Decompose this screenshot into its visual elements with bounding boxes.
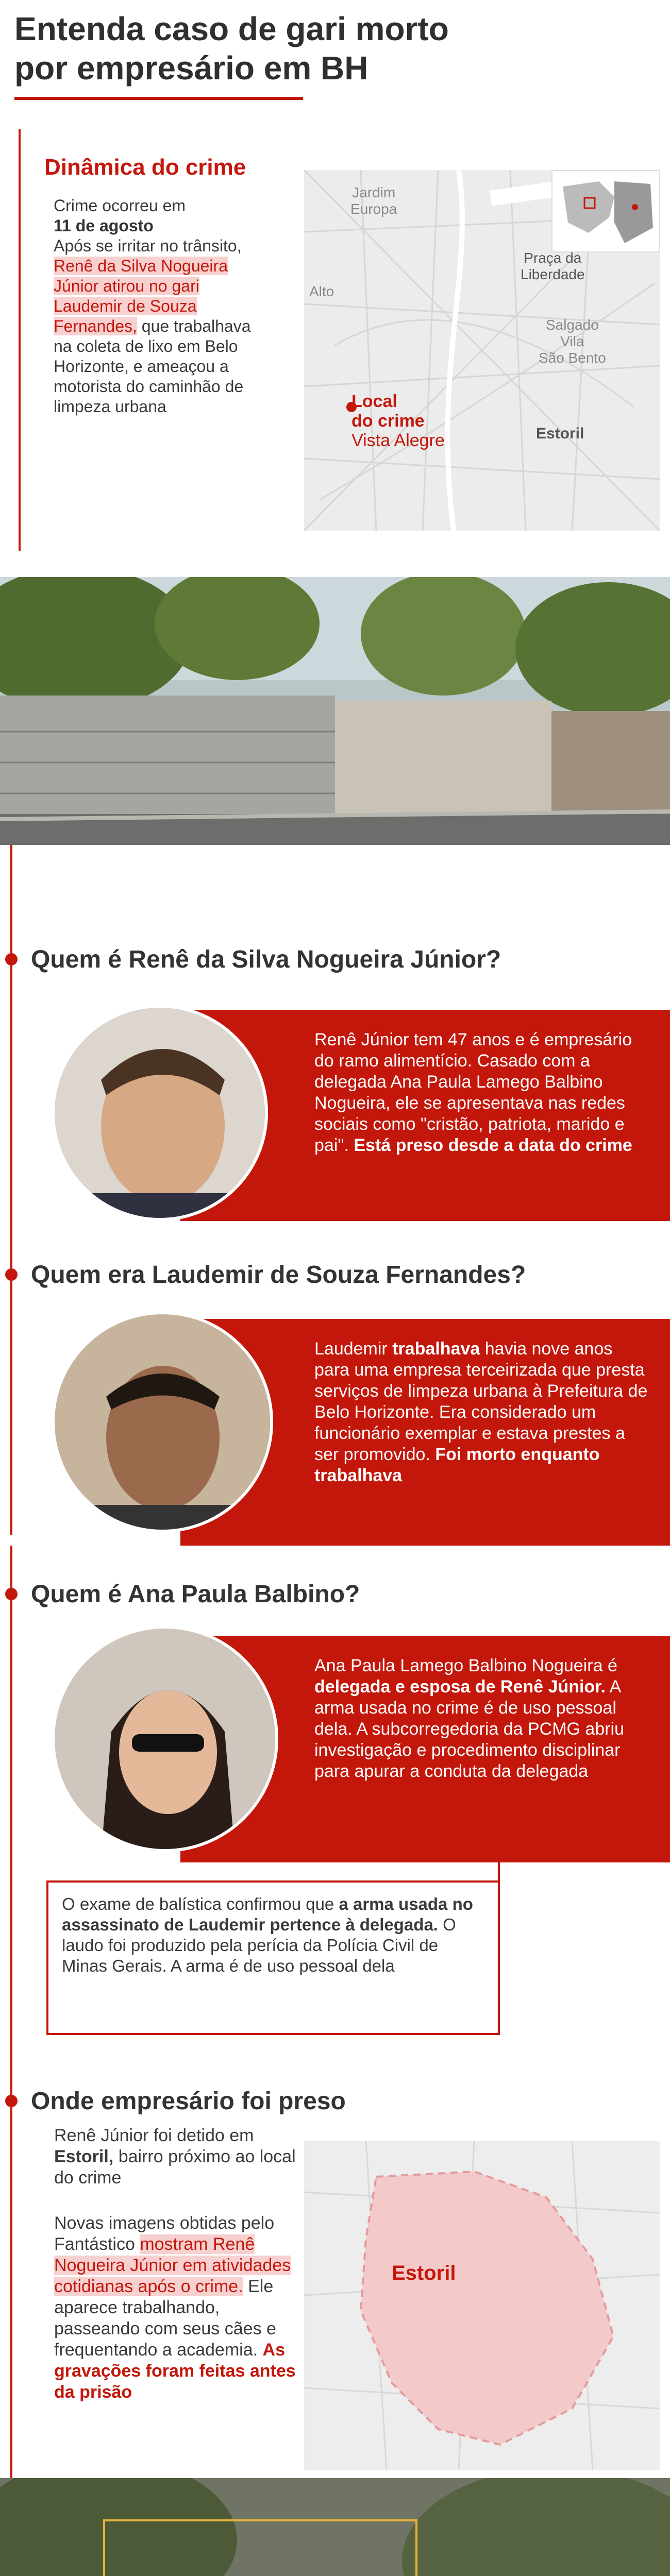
map-label-local-3: Vista Alegre: [351, 431, 445, 450]
laudemir-bold: Foi morto enquanto trabalhava: [314, 1445, 600, 1485]
rene-title: Quem é Renê da Silva Nogueira Júnior?: [31, 946, 501, 973]
laudemir-portrait-illustration: [55, 1314, 273, 1533]
rene-text: Renê Júnior tem 47 anos e é empresário do ramo alimentício. Casado com a delegada Ana Paula Lamego Balbino Nogueira, ele se apresentava nas redes sociais como "cristão, patriota, marido e pai".: [314, 1030, 632, 1155]
preso-p2-post: Ele aparece trabalhando, passeando com seus cães e frequentando a academia.: [54, 2277, 276, 2360]
title-line-1: Entenda caso de gari morto: [14, 10, 449, 47]
preso-p2-pre: Novas imagens obtidas pelo Fantástico: [54, 2213, 275, 2254]
laudemir-rule: [10, 1236, 12, 1535]
ballistics-connector: [498, 1862, 500, 1883]
rene-rule: [10, 845, 12, 1236]
preso-p2-highlight: mostram Renê Nogueira Júnior em atividades cotidianas após o crime.: [54, 2234, 291, 2296]
ana-title: Quem é Ana Paula Balbino?: [31, 1581, 360, 1608]
rene-bold: Está preso desde a data do crime: [354, 1136, 632, 1155]
laudemir-text-post: havia nove anos para uma empresa terceirizada que presta serviços de limpeza urbana à Prefeitura de Belo Horizonte. Era considerado um funcionário exemplar e estava prestes a ser promovido.: [314, 1339, 648, 1464]
map-label-praca-2: Liberdade: [521, 266, 585, 282]
dinamica-p2-highlight: Renê da Silva Nogueira Júnior atirou no gari Laudemir de Souza Fernandes,: [54, 257, 228, 335]
crime-map: [304, 170, 660, 531]
laudemir-text-bold: trabalhava: [392, 1339, 480, 1359]
ana-bullet: [5, 1588, 18, 1600]
preso-p2-bold: As gravações foram feitas antes da prisão: [54, 2340, 296, 2402]
ana-portrait-illustration: [55, 1629, 278, 1852]
map-label-local-2: do crime: [351, 411, 425, 431]
preso-bullet: [5, 2095, 18, 2107]
laudemir-photo: [52, 1311, 273, 1533]
map-label-salgado-2: Vila: [560, 333, 584, 349]
dinamica-rule: [19, 129, 21, 551]
arrest-map-shape: [304, 2141, 660, 2470]
map-label-jardim-2: Europa: [350, 201, 397, 217]
page-title: [14, 9, 449, 88]
street-photo: [0, 577, 670, 845]
title-line-2: por empresário em BH: [14, 49, 368, 87]
map-label-salgado-1: Salgado: [546, 317, 599, 333]
dinamica-p3: que trabalhava na coleta de lixo em Belo Horizonte, e ameaçou a motorista do caminhão de limpeza urbana: [54, 317, 251, 416]
dinamica-text: [54, 196, 260, 417]
map-label-salgado-3: São Bento: [539, 350, 606, 366]
state-outline-icon: [552, 171, 659, 251]
title-underline: [14, 97, 303, 100]
street-photo-illustration: [0, 577, 670, 845]
dinamica-p2: Após se irritar no trânsito,: [54, 236, 242, 255]
ana-photo: [52, 1625, 278, 1852]
preso-p1: [54, 2125, 296, 2189]
laudemir-title: Quem era Laudemir de Souza Fernandes?: [31, 1261, 526, 1289]
ana-rule: [10, 1546, 12, 2035]
ana-text-bold: delegada e esposa de Renê Júnior.: [314, 1677, 606, 1697]
cctv-focus-frame: [103, 2519, 417, 2576]
rene-portrait-illustration: [55, 1008, 268, 1221]
map-label-jardim: [350, 184, 397, 217]
arrest-map-label: Estoril: [392, 2262, 456, 2284]
ballistics-bold: a arma usada no assassinato de Laudemir pertence à delegada.: [62, 1894, 473, 1934]
rene-photo: [52, 1005, 268, 1221]
map-label-estoril: Estoril: [536, 425, 584, 442]
dinamica-date: 11 de agosto: [54, 216, 154, 235]
laudemir-bullet: [5, 1268, 18, 1281]
ballistics-note: [46, 1880, 500, 2035]
rene-bullet: [5, 953, 18, 965]
map-label-praca-1: Praça da: [524, 250, 582, 266]
dinamica-title: Dinâmica do crime: [44, 155, 246, 180]
map-label-praca: [521, 250, 585, 283]
arrest-map: [304, 2141, 660, 2470]
ana-text-post: A arma usada no crime é de uso pessoal dela. A subcorregedoria da PCMG abriu investigação e procedimento disciplinar para apurar a conduta da delegada: [314, 1677, 625, 1781]
preso-p1-post: bairro próximo ao local do crime: [54, 2147, 296, 2188]
preso-title: Onde empresário foi preso: [31, 2088, 346, 2115]
ana-text-pre: Ana Paula Lamego Balbino Nogueira é: [314, 1656, 617, 1675]
map-label-local-1: Local: [351, 392, 397, 411]
map-label-local: [351, 392, 445, 450]
minimap-inset: [551, 170, 660, 252]
ballistics-pre: O exame de balística confirmou que: [62, 1894, 334, 1913]
laudemir-text-pre: Laudemir: [314, 1339, 388, 1359]
cctv-photo: [0, 2478, 670, 2576]
ballistics-post: O laudo foi produzido pela perícia da Polícia Civil de Minas Gerais. A arma é de uso pessoal dela: [62, 1915, 456, 1975]
preso-p1-bold: Estoril,: [54, 2147, 114, 2166]
preso-p2: [54, 2213, 296, 2403]
map-label-jardim-1: Jardim: [352, 184, 396, 200]
preso-p1-pre: Renê Júnior foi detido em: [54, 2126, 254, 2145]
dinamica-p1: Crime ocorreu em: [54, 196, 186, 215]
map-label-salgado: [539, 317, 606, 366]
map-label-alto: Alto: [309, 283, 334, 299]
